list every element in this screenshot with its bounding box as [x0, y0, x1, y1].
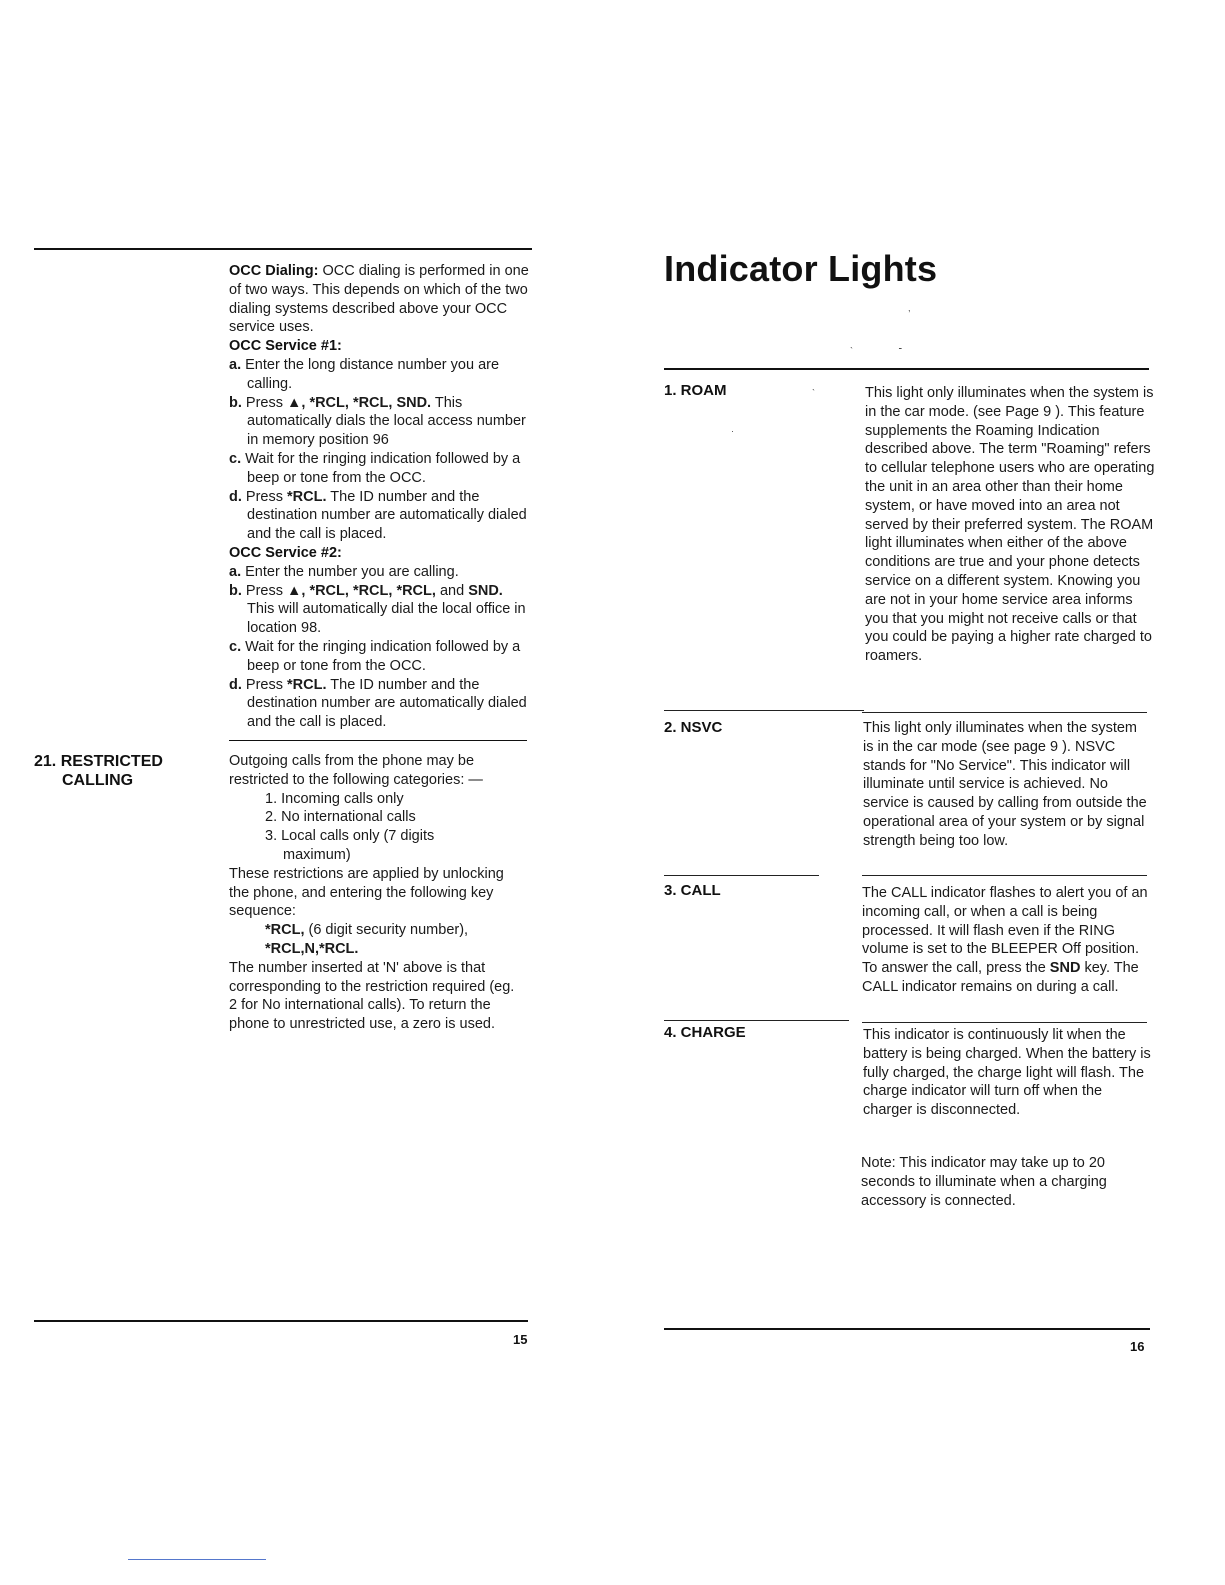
restricted-item-3-cont: maximum): [283, 846, 351, 863]
key-sequence-2: *RCL,N,*RCL.: [265, 940, 359, 957]
top-rule-left: [34, 248, 532, 250]
page-number-left: 15: [513, 1332, 528, 1347]
occ-dialing-label: OCC Dialing:: [229, 263, 319, 279]
scan-mark: `: [850, 346, 853, 356]
scan-blue-line: [128, 1559, 266, 1560]
bottom-rule-left: [34, 1320, 528, 1322]
scan-mark: ,: [908, 303, 911, 313]
divider-charge-right: [862, 1022, 1147, 1023]
s1-step-b: b. Press ▲, *RCL, *RCL, SND. This automatically dials the local access number in memory position 96: [229, 394, 526, 449]
indicator-label-charge: 4. CHARGE: [664, 1024, 746, 1041]
restricted-item-3: 3. Local calls only (7 digits: [265, 828, 435, 845]
divider-nsvc-left: [664, 710, 864, 711]
restricted-item-1: 1. Incoming calls only: [265, 790, 404, 807]
s1-step-b-keys: ▲, *RCL, *RCL, SND.: [287, 394, 432, 411]
restricted-list: [229, 790, 525, 865]
indicator-label-nsvc: 2. NSVC: [664, 719, 723, 736]
divider-call-right: [862, 875, 1147, 876]
page-title: Indicator Lights: [664, 248, 938, 289]
s2-step-d: d. Press *RCL. The ID number and the destination number are automatically dialed and the call is placed.: [229, 676, 527, 731]
divider-call-left: [664, 875, 819, 876]
indicator-label-roam: 1. ROAM: [664, 382, 727, 399]
bottom-rule-right: [664, 1328, 1150, 1330]
restricted-closing: The number inserted at 'N' above is that corresponding to the restriction required (eg. 2 for No international calls). To return the phone to unrestricted use, a zero is used.: [229, 959, 515, 1033]
s1-step-d: d. Press *RCL. The ID number and the destination number are automatically dialed and the call is placed.: [229, 488, 527, 543]
service1-heading: OCC Service #1:: [229, 338, 342, 355]
scan-mark: `: [812, 388, 815, 398]
occ-dialing-text: OCC dialing is performed in one of two ways. This depends on which of the two dialing systems described above your OCC service uses.: [229, 263, 529, 336]
s1-step-c: c. Wait for the ringing indication followed by a beep or tone from the OCC.: [229, 450, 521, 486]
indicator-text-roam: This light only illuminates when the system is in the car mode. (see Page 9 ). This feature supplements the Roaming Indication described above. The term "Roaming" refers to cellular telephone users who are operating the unit in an area other than their home system, or have moved into an area not served by their preferred system. The ROAM light illuminates when either of the above conditions are true and your phone detects service on a different system. Knowing you are not in your home service area informs you that you might not receive calls or that you could be paying a higher rate charged to roamers.: [865, 385, 1155, 665]
divider-nsvc-right: [862, 712, 1147, 713]
divider-charge-left: [664, 1020, 849, 1021]
restricted-applied: These restrictions are applied by unlocking the phone, and entering the following key sequence:: [229, 865, 504, 920]
s2-step-c: c. Wait for the ringing indication followed by a beep or tone from the OCC.: [229, 638, 521, 674]
restricted-intro: Outgoing calls from the phone may be restricted to the following categories: —: [229, 753, 483, 788]
section21-number-title: 21. RESTRICTED: [34, 753, 163, 770]
section21-heading: [34, 752, 163, 790]
service2-heading: OCC Service #2:: [229, 544, 342, 561]
indicator-text-nsvc: This light only illuminates when the system is in the car mode (see page 9 ). NSVC stands for "No Service". This indicator will illuminate until service is achieved. No service is caused by calling from outside the operational area of your system or by signal strength being too low.: [863, 720, 1147, 849]
restricted-calling-block: [229, 752, 525, 1034]
s2-step-b: b. Press ▲, *RCL, *RCL, *RCL, and SND. This will automatically dial the local office in location 98.: [229, 582, 526, 637]
title-rule: [664, 368, 1149, 370]
key-sequence-1: *RCL, (6 digit security number),: [265, 922, 469, 939]
charge-note: Note: This indicator may take up to 20 seconds to illuminate when a charging accessory is connected.: [861, 1155, 1107, 1209]
page-number-right: 16: [1130, 1339, 1145, 1354]
restricted-item-2: 2. No international calls: [265, 809, 416, 826]
section21-rule: [229, 740, 527, 741]
scan-mark: ⁃: [898, 344, 903, 354]
indicator-label-call: 3. CALL: [664, 882, 721, 899]
section21-title-line2: CALLING: [62, 772, 134, 789]
snd-key: SND: [1049, 960, 1081, 977]
indicator-text-charge: This indicator is continuously lit when the battery is being charged. When the battery is fully charged, the charge light will flash. The charge indicator will turn off when the charger is disconnected.: [863, 1027, 1151, 1119]
s1-step-a: a. Enter the long distance number you are calling.: [229, 356, 500, 392]
scan-mark: ·: [731, 426, 734, 436]
s2-step-a: a. Enter the number you are calling.: [229, 563, 459, 580]
indicator-text-call: The CALL indicator flashes to alert you of an incoming call, or when a call is being processed. It will flash even if the RING volume is set to the BLEEPER Off position. To answer the call, press the SND key. The CALL indicator remains on during a call.: [862, 885, 1148, 995]
occ-dialing-block: [229, 262, 529, 732]
